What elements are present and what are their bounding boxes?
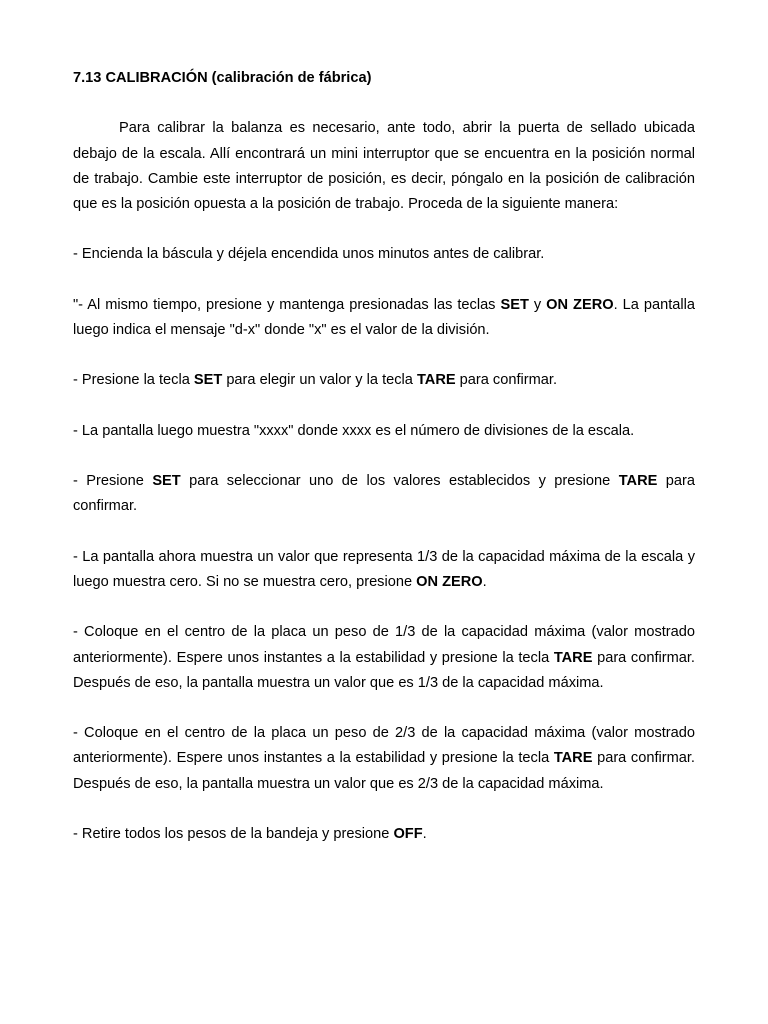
step-place-two-thirds-weight <box>73 721 695 797</box>
step-text: para confirmar. Después de eso, la pantalla muestra un valor que es 2/3 de la capacidad máxima. <box>73 750 695 792</box>
step-text: - Coloque en el centro de la placa un peso de 1/3 de la capacidad máxima (valor mostrado anteriormente). Espere unos instantes a la estabilidad y presione la tecla <box>73 624 695 666</box>
step-text: "- Al mismo tiempo, presione y mantenga presionadas las teclas <box>73 296 501 313</box>
key-label-off: OFF <box>393 825 423 842</box>
key-label-tare: TARE <box>618 473 658 490</box>
key-label-set: SET <box>193 372 223 389</box>
step-one-third-display <box>73 545 695 595</box>
step-text: para confirmar. Después de eso, la pantalla muestra un valor que es 1/3 de la capacidad máxima. <box>73 649 695 691</box>
step-power-on: - Encienda la báscula y déjela encendida unos minutos antes de calibrar. <box>73 246 545 263</box>
spacer <box>73 268 695 293</box>
key-label-on-zero: ON ZERO <box>546 296 614 313</box>
step-text: - Presione la tecla <box>73 372 194 389</box>
step-press-keys <box>73 293 695 343</box>
spacer <box>73 797 695 822</box>
intro-paragraph: Para calibrar la balanza es necesario, ante todo, abrir la puerta de sellado ubicada debajo de la escala. Allí encontrará un mini interruptor que se encuentra en la posición normal de trabajo. Cambie este interruptor de posición, es decir, póngalo en la posición de calibración que es la posición opuesta a la posición de trabajo. Proceda de la siguiente manera: <box>73 120 695 212</box>
step-text: para seleccionar uno de los valores establecidos y presione <box>180 473 619 490</box>
step-text: - Coloque en el centro de la placa un peso de 2/3 de la capacidad máxima (valor mostrado anteriormente). Espere unos instantes a la estabilidad y presione la tecla <box>73 725 695 767</box>
key-label-set: SET <box>500 296 529 313</box>
key-label-tare: TARE <box>553 750 593 767</box>
key-label-tare: TARE <box>416 372 456 389</box>
key-label-on-zero: ON ZERO <box>416 573 483 590</box>
spacer <box>73 595 695 620</box>
spacer <box>73 217 695 242</box>
spacer <box>73 394 695 419</box>
step-remove-weights <box>73 822 695 847</box>
spacer <box>73 520 695 545</box>
section-heading: 7.13 CALIBRACIÓN (calibración de fábrica) <box>73 70 372 86</box>
step-text: para confirmar. <box>73 473 696 515</box>
step-text: - La pantalla ahora muestra un valor que representa 1/3 de la capacidad máxima de la escala y luego muestra cero. Si no se muestra cero, presione <box>73 548 695 590</box>
spacer <box>73 444 695 469</box>
spacer <box>73 91 695 116</box>
step-text: para elegir un valor y la tecla <box>222 372 417 389</box>
step-divisions: - La pantalla luego muestra "xxxx" donde xxxx es el número de divisiones de la escala. <box>73 422 635 439</box>
step-select-value <box>73 469 695 519</box>
step-text: - Retire todos los pesos de la bandeja y presione <box>73 825 394 842</box>
step-text: para confirmar. <box>455 372 557 389</box>
step-text: y <box>528 296 547 313</box>
step-text: . La pantalla luego indica el mensaje "d-x" donde "x" es el valor de la división. <box>73 296 696 338</box>
step-choose-value <box>73 368 695 393</box>
step-text: . <box>482 573 487 590</box>
step-text: - Presione <box>73 473 153 490</box>
step-text: . <box>422 825 427 842</box>
document-page <box>73 66 695 847</box>
spacer <box>73 696 695 721</box>
key-label-tare: TARE <box>553 649 593 666</box>
step-place-one-third-weight <box>73 620 695 696</box>
key-label-set: SET <box>152 473 181 490</box>
spacer <box>73 343 695 368</box>
